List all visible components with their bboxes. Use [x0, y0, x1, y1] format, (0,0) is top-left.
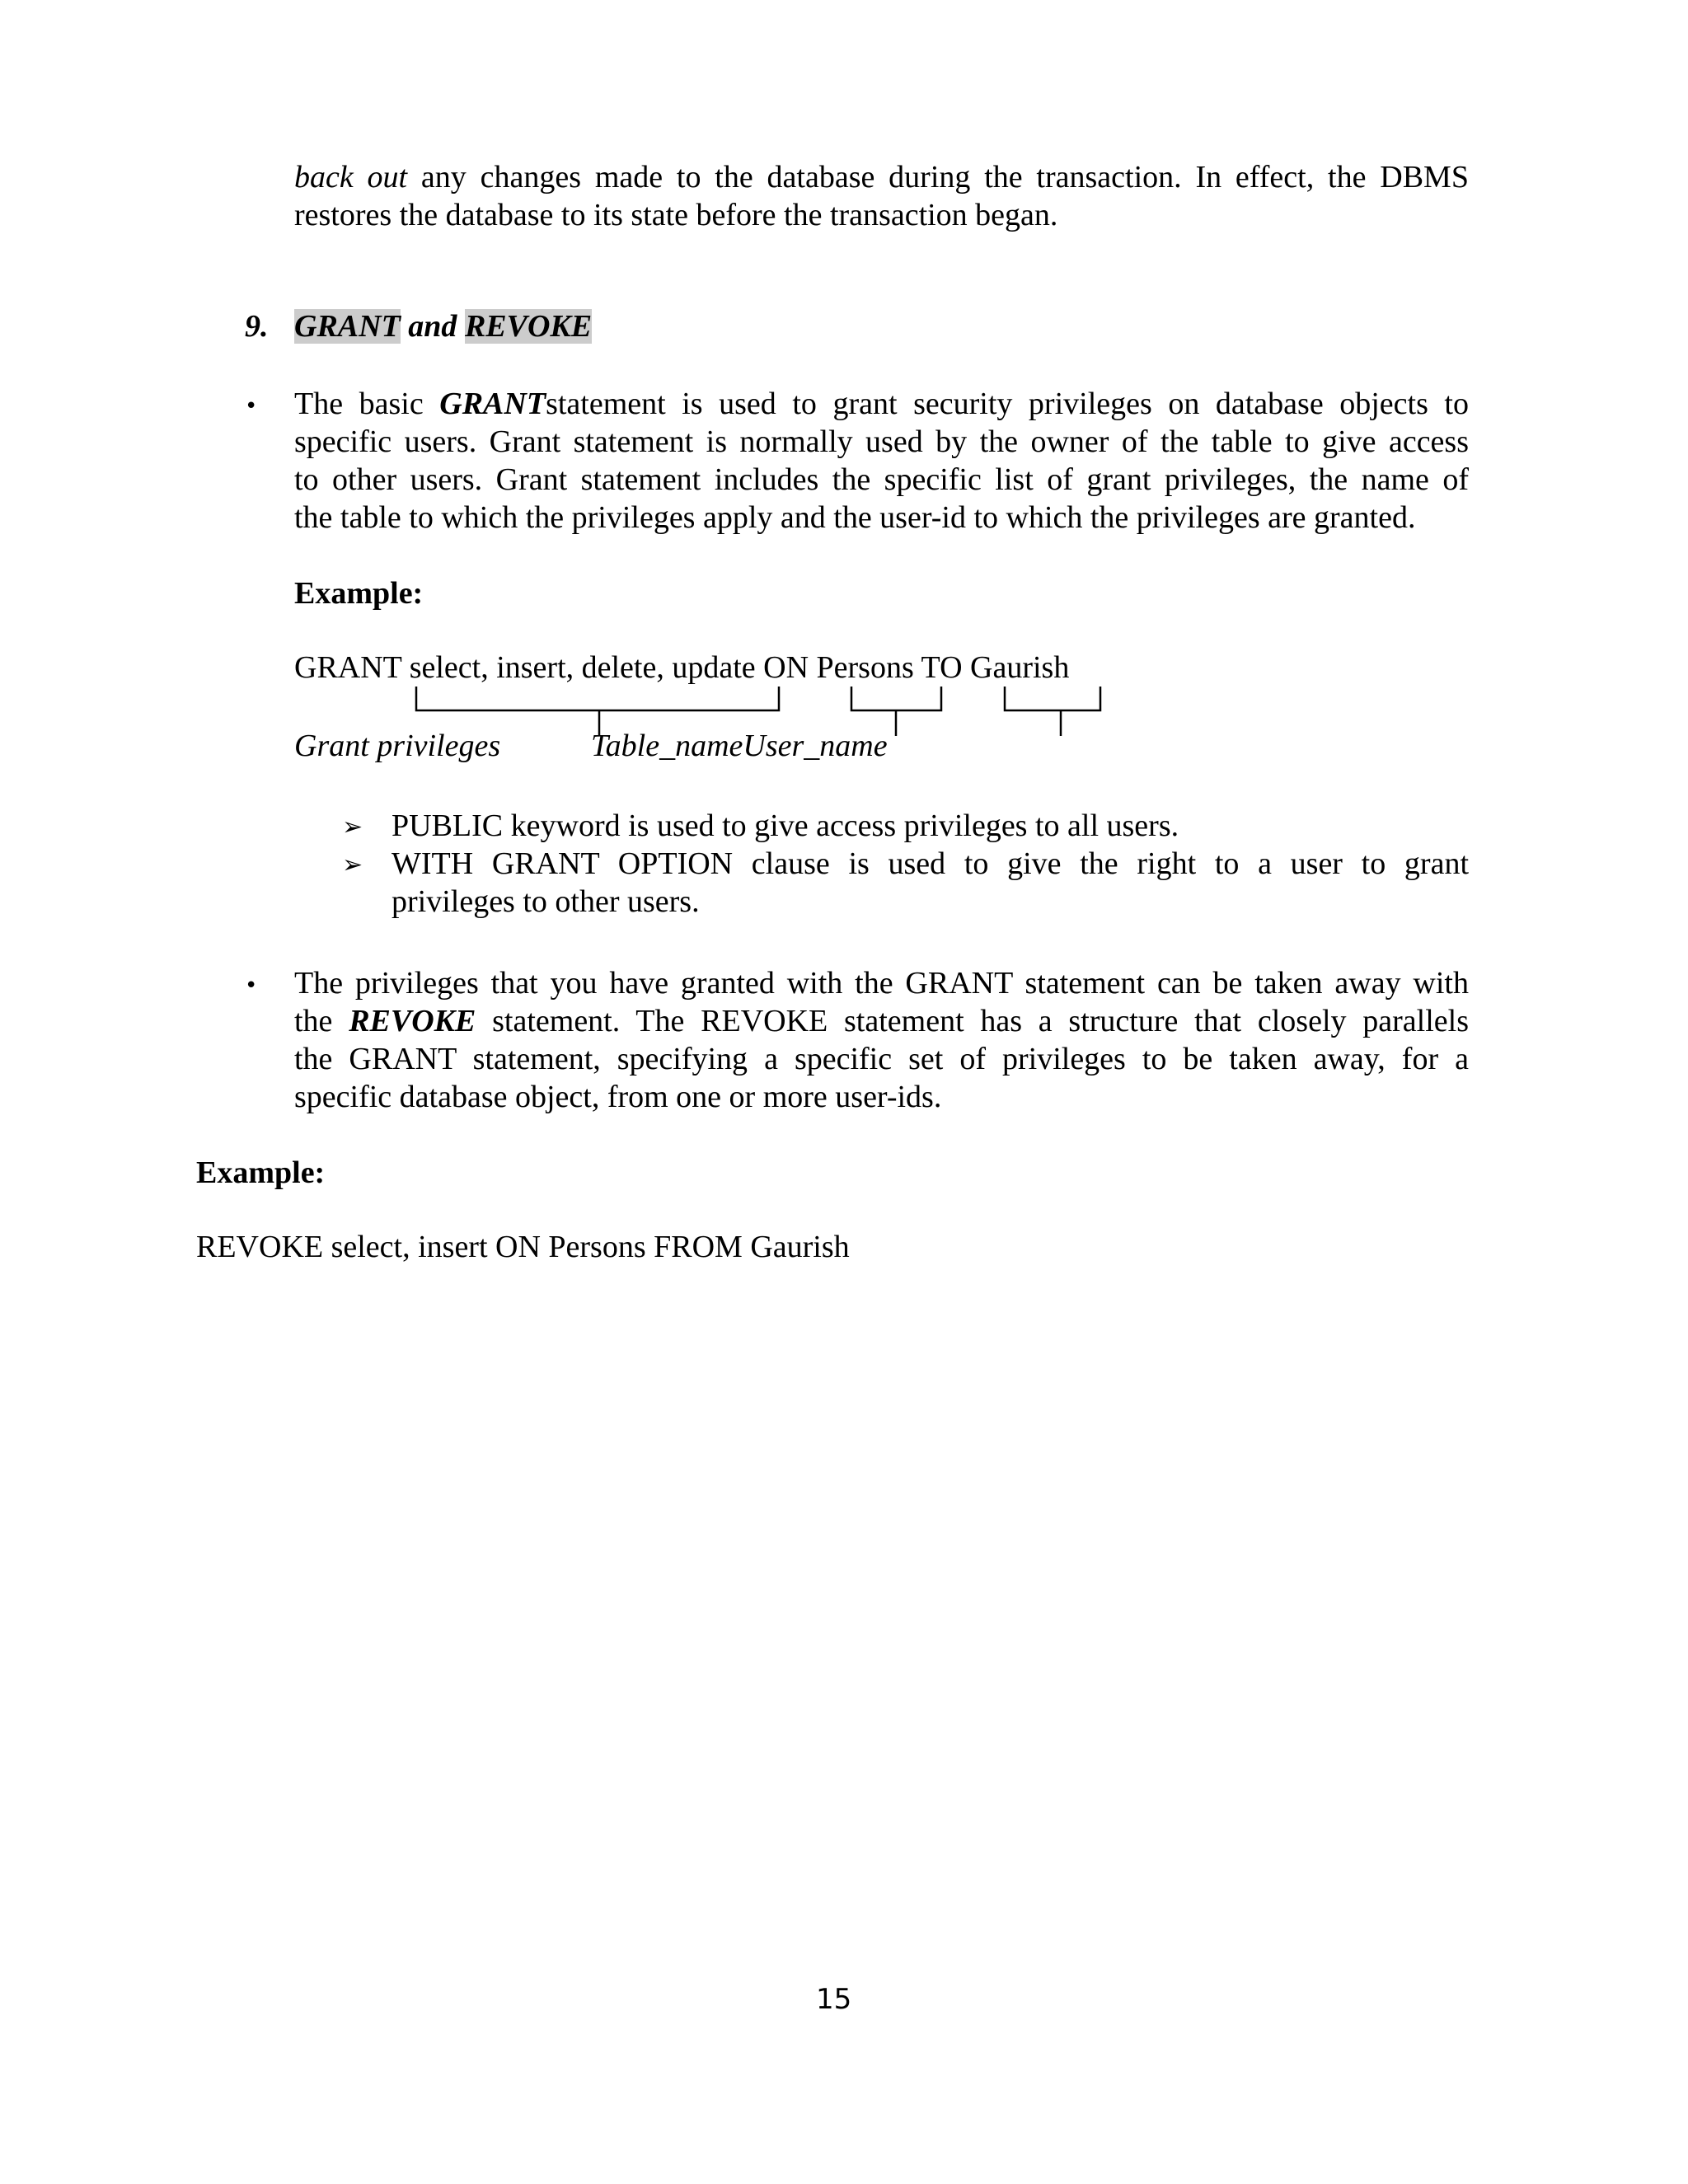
section-heading: 9. GRANT and REVOKE	[245, 309, 593, 344]
revoke-keyword: REVOKE	[349, 1004, 476, 1038]
bullet-2-marker: •	[245, 973, 258, 998]
example-2-label: Example:	[196, 1155, 326, 1190]
subbullet-1-marker: ➢	[342, 813, 363, 841]
subbullet-1-text: PUBLIC keyword is used to give access privileges to all users.	[392, 808, 1179, 843]
intro-line-2: restores the database to its state before the transaction began.	[294, 198, 1058, 232]
user-bracket	[1005, 687, 1100, 710]
bullet-1-line-1: The basic GRANTstatement is used to grant security privileges on database objects to	[294, 387, 1469, 421]
annotation-grant-privileges: Grant privileges	[294, 729, 501, 763]
bullet-1-line-3: to other users. Grant statement includes the specific list of grant privileges, the name of	[294, 462, 1469, 497]
bullet-1-line-2: specific users. Grant statement is normally used by the owner of the table to give access	[294, 424, 1469, 459]
bullet-2-line-3: the GRANT statement, specifying a specific set of privileges to be taken away, for a	[294, 1042, 1469, 1076]
annotation-table-user: Table_nameUser_name	[591, 729, 888, 763]
bullet-2-line-2: the REVOKE statement. The REVOKE statement has a structure that closely parallels	[294, 1004, 1469, 1038]
heading-grant: GRANT	[294, 309, 401, 344]
subbullet-2-marker: ➢	[342, 851, 363, 879]
example-1-label: Example:	[294, 576, 424, 611]
heading-revoke: REVOKE	[464, 309, 593, 344]
privileges-bracket	[416, 687, 779, 710]
bullet-2-line-4: specific database object, from one or more user-ids.	[294, 1080, 942, 1114]
grant-statement: GRANT select, insert, delete, update ON Persons TO Gaurish	[294, 650, 1070, 685]
heading-number: 9.	[245, 309, 269, 344]
intro-emphasis: back out	[294, 160, 408, 194]
table-bracket	[851, 687, 941, 710]
bullet-1-marker: •	[245, 394, 258, 419]
subbullet-2-line-2: privileges to other users.	[392, 884, 700, 919]
bullet-1-line-4: the table to which the privileges apply and the user-id to which the privileges are granted.	[294, 500, 1416, 535]
bullet-2-line-1: The privileges that you have granted with the GRANT statement can be taken away with	[294, 966, 1469, 1001]
revoke-statement: REVOKE select, insert ON Persons FROM Gaurish	[196, 1230, 850, 1264]
grant-keyword: GRANT	[439, 387, 546, 421]
subbullet-2-line-1: WITH GRANT OPTION clause is used to give the right to a user to grant	[392, 846, 1469, 881]
page-number: 15	[816, 1983, 852, 2016]
intro-line-1: back out any changes made to the database during the transaction. In effect, the DBMS	[294, 160, 1469, 194]
